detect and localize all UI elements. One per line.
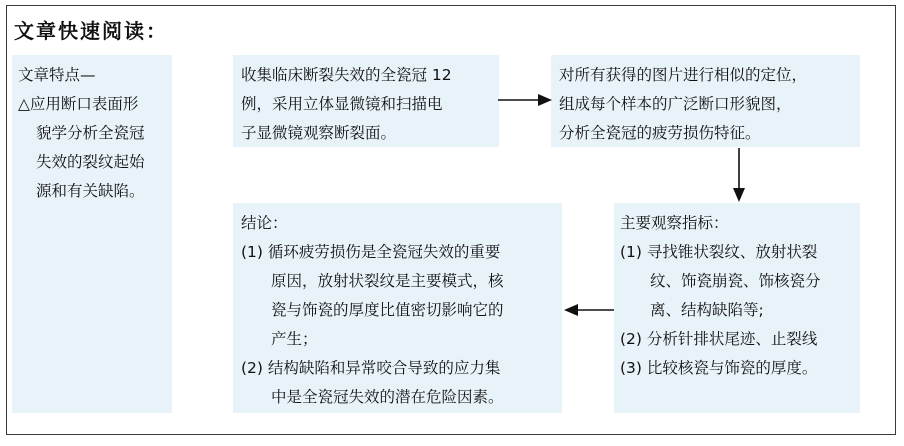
features-box — [12, 55, 172, 413]
conclusion-line: 产生； — [271, 330, 318, 348]
diagram-title: 文章快速阅读： — [14, 19, 168, 43]
conclusion-line: 中是全瓷冠失效的潜在危险因素。 — [271, 388, 504, 406]
features-line: 源和有关缺陷。 — [36, 182, 145, 200]
arrow-down-icon — [730, 146, 748, 204]
features-heading: 文章特点— — [18, 66, 96, 84]
conclusion-line: (2) 结构缺陷和异常咬合导致的应力集 — [241, 359, 501, 377]
observation-box — [614, 203, 860, 413]
arrow-left-icon — [562, 302, 616, 318]
step-analyze-line: 组成每个样本的广泛断口形貌图， — [559, 95, 792, 113]
features-line: 失效的裂纹起始 — [36, 153, 145, 171]
step-analyze-box — [551, 55, 860, 147]
observation-line: (1) 寻找锥状裂纹、放射状裂 — [620, 243, 818, 261]
conclusion-heading: 结论： — [241, 214, 288, 232]
observation-line: 纹、饰瓷崩瓷、饰核瓷分 — [650, 272, 821, 290]
conclusion-line: (1) 循环疲劳损伤是全瓷冠失效的重要 — [241, 243, 501, 261]
features-line: 貌学分析全瓷冠 — [36, 124, 145, 142]
step-collect-line: 例，采用立体显微镜和扫描电 — [241, 95, 443, 113]
observation-line: (3) 比较核瓷与饰瓷的厚度。 — [620, 359, 818, 377]
step-analyze-line: 分析全瓷冠的疲劳损伤特征。 — [559, 124, 761, 142]
step-collect-line: 子显微镜观察断裂面。 — [241, 124, 397, 142]
conclusion-line: 瓷与饰瓷的厚度比值密切影响它的 — [271, 301, 504, 319]
observation-heading: 主要观察指标： — [620, 214, 729, 232]
step-collect-box — [233, 55, 499, 147]
conclusion-box — [233, 203, 562, 413]
observation-line: (2) 分析针排状尾迹、止裂线 — [620, 330, 818, 348]
arrow-right-icon — [496, 92, 554, 108]
features-line: △应用断口表面形 — [18, 95, 139, 113]
step-analyze-line: 对所有获得的图片进行相似的定位， — [559, 66, 808, 84]
step-collect-line: 收集临床断裂失效的全瓷冠 12 — [241, 66, 452, 84]
observation-line: 离、结构缺陷等; — [650, 301, 764, 319]
conclusion-line: 原因，放射状裂纹是主要模式，核 — [271, 272, 504, 290]
